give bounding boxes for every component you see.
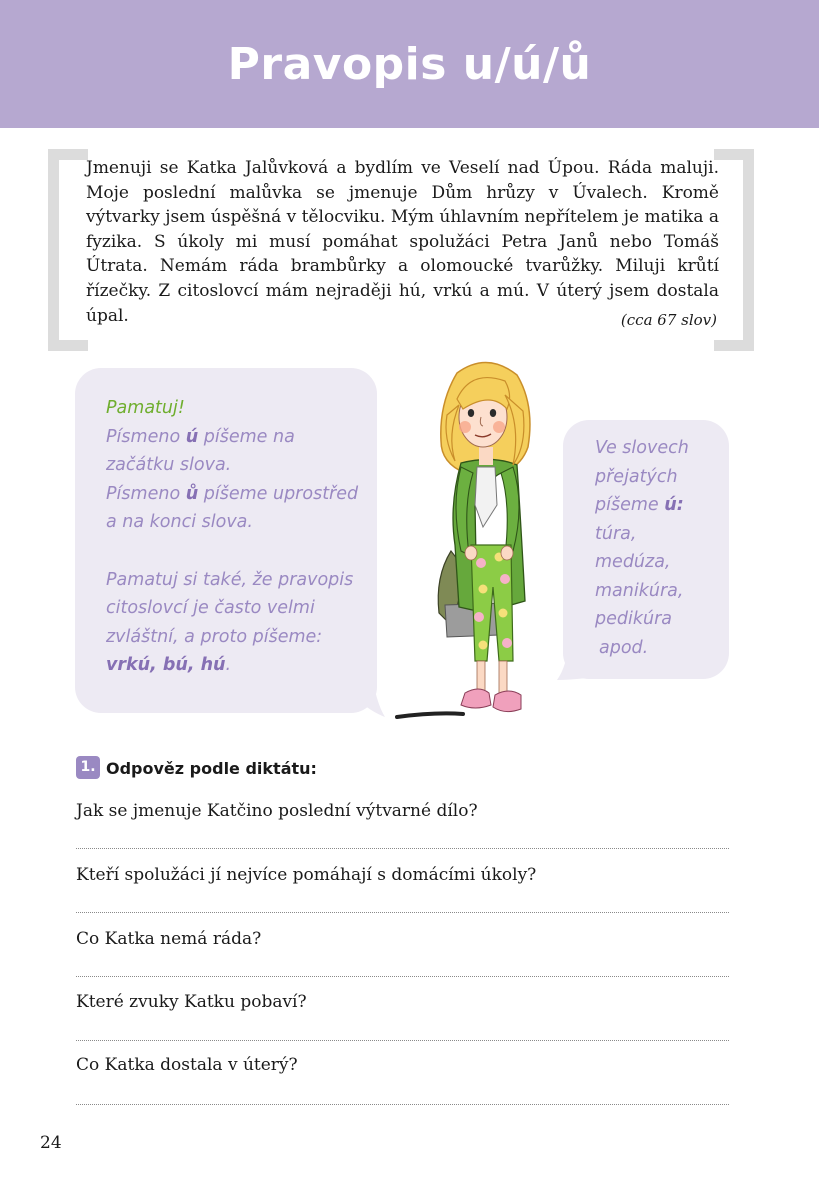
left-bracket bbox=[48, 149, 88, 351]
dictation-text bbox=[86, 156, 719, 328]
question: Co Katka nemá ráda? bbox=[76, 929, 262, 949]
task-instruction: Odpověz podle diktátu: bbox=[106, 759, 317, 778]
answer-line[interactable] bbox=[76, 976, 729, 977]
page-number: 24 bbox=[40, 1133, 62, 1153]
loanword-example: medúza, bbox=[595, 552, 671, 572]
rule-text: Písmeno bbox=[106, 483, 186, 504]
rule-line: zvláštní, a proto píšeme: bbox=[106, 626, 323, 647]
rule-line bbox=[106, 480, 377, 509]
rule-text: . bbox=[225, 655, 232, 675]
page-title: Pravopis u/ú/ů bbox=[227, 38, 592, 90]
rule-line bbox=[106, 423, 377, 452]
rule-bubble bbox=[75, 368, 377, 713]
answer-line[interactable] bbox=[76, 848, 729, 849]
rule-line: a na konci slova. bbox=[106, 512, 253, 532]
question: Co Katka dostala v úterý? bbox=[76, 1055, 298, 1075]
loanword-example: manikúra, bbox=[595, 580, 684, 601]
rule-line: začátku slova. bbox=[106, 455, 232, 475]
rule-text: píšeme uprostřed bbox=[198, 483, 359, 504]
rule-line: Pamatuj si také, že pravopis bbox=[106, 569, 354, 590]
loanword-text: píšeme bbox=[595, 495, 665, 515]
question: Kteří spolužáci jí nejvíce pomáhají s domácími úkoly? bbox=[76, 865, 537, 885]
rule-line: citoslovcí je často velmi bbox=[106, 598, 315, 618]
rule-line bbox=[106, 651, 377, 680]
task-number: 1. bbox=[76, 756, 100, 779]
question: Jak se jmenuje Katčino poslední výtvarné dílo? bbox=[76, 801, 478, 821]
dictation-paragraph: Jmenuji se Katka Jalůvková a bydlím ve Veselí nad Úpou. Ráda maluji. Moje poslední malůvka se jmenuje Dům hrůzy v Úvalech. Kromě výtvarky jsem úspěšná v tělocviku. Mým úhlavním nepřítelem je matika a fyzika. S úkoly mi musí pomáhat spolužáci Petra Janů nebo Tomáš Útrata. Nemám ráda brambůrky a olomoucké tvarůžky. Miluji krůtí řízečky. Z citoslovcí mám nejraději hú, vrkú a mú. V úterý jsem dostala úpal. bbox=[86, 158, 719, 326]
rule-text: píšeme na bbox=[198, 426, 295, 447]
loanword-line: apod. bbox=[599, 637, 649, 658]
loanword-example: pedikúra bbox=[595, 609, 672, 629]
loanword-letter: ú: bbox=[664, 495, 684, 515]
rule-letter: ů bbox=[185, 483, 199, 504]
title-banner bbox=[0, 0, 819, 128]
loanword-bubble bbox=[563, 420, 729, 679]
example-words: vrkú, bú, hú bbox=[106, 655, 226, 675]
answer-line[interactable] bbox=[76, 1104, 729, 1105]
bubble-tail-left bbox=[355, 680, 387, 720]
rule-heading: Pamatuj! bbox=[106, 398, 185, 418]
rule-text: Písmeno bbox=[106, 426, 186, 447]
bubble-tail-right bbox=[555, 640, 587, 682]
question: Které zvuky Katku pobaví? bbox=[76, 992, 307, 1012]
answer-line[interactable] bbox=[76, 912, 729, 913]
girl-illustration bbox=[395, 355, 545, 725]
loanword-line bbox=[595, 491, 729, 520]
rule-letter: ú bbox=[185, 426, 199, 447]
word-count: (cca 67 slov) bbox=[620, 311, 717, 329]
loanword-line: Ve slovech bbox=[595, 438, 689, 458]
loanword-example: túra, bbox=[595, 523, 637, 544]
loanword-line: přejatých bbox=[595, 466, 678, 487]
right-bracket bbox=[714, 149, 754, 351]
answer-line[interactable] bbox=[76, 1040, 729, 1041]
